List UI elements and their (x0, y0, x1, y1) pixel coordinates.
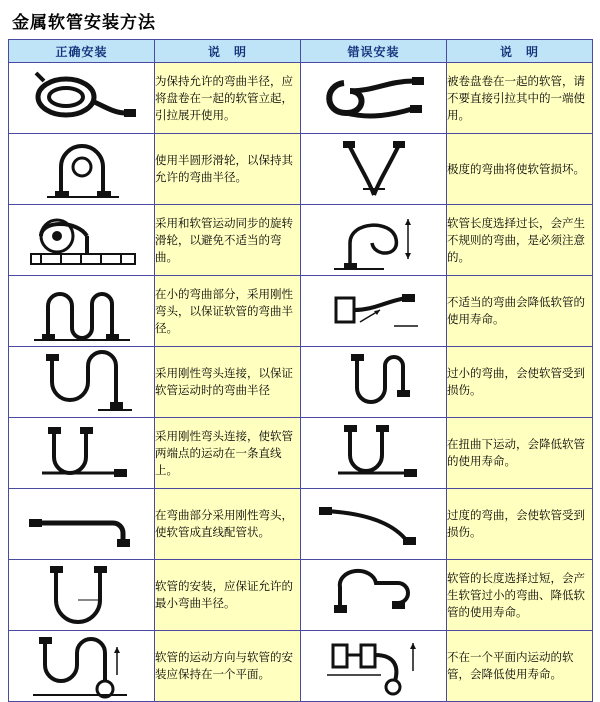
row-correct-desc: 使用半圆形滑轮，以保持其允许的弯曲半径。 (155, 134, 301, 205)
table-row (9, 347, 593, 418)
row-correct-desc: 在小的弯曲部分，采用刚性弯头，以保证软管的弯曲半径。 (155, 276, 301, 347)
header-wrong-install: 错误安装 (301, 40, 447, 63)
straight-pipe-with-elbow-icon (9, 489, 155, 560)
too-small-bend-loop-icon (301, 347, 447, 418)
table-row (9, 631, 593, 702)
rotating-pulley-chain-icon (9, 205, 155, 276)
row-correct-desc: 软管的安装，应保证允许的最小弯曲半径。 (155, 560, 301, 631)
row-wrong-desc: 在扭曲下运动，会降低软管的使用寿命。 (447, 418, 593, 489)
table-row (9, 489, 593, 560)
same-plane-motion-icon (9, 631, 155, 702)
long-loose-hose-icon (301, 205, 447, 276)
table-row (9, 418, 593, 489)
table-body (9, 63, 593, 702)
coiled-hose-upright-icon (9, 63, 155, 134)
twisted-hose-u-icon (301, 418, 447, 489)
semicircle-pulley-hose-icon (9, 134, 155, 205)
improper-bend-fitting-icon (301, 276, 447, 347)
table-row (9, 134, 593, 205)
row-wrong-desc: 过小的弯曲，会使软管受到损伤。 (447, 347, 593, 418)
installation-methods-table (8, 39, 593, 702)
row-correct-desc: 采用和软管运动同步的旋转滑轮，以避免不适当的弯曲。 (155, 205, 301, 276)
table-row (9, 205, 593, 276)
row-correct-desc: 软管的运动方向与软管的安装应保持在一个平面。 (155, 631, 301, 702)
rigid-elbow-small-bend-icon (9, 276, 155, 347)
rigid-elbow-u-loop-icon (9, 347, 155, 418)
sharp-bend-hose-icon (301, 134, 447, 205)
over-bent-angle-hose-icon (301, 489, 447, 560)
row-correct-desc: 在弯曲部分采用刚性弯头，使软管成直线配管状。 (155, 489, 301, 560)
coiled-hose-pulled-icon (301, 63, 447, 134)
row-wrong-desc: 过度的弯曲，会使软管受到损伤。 (447, 489, 593, 560)
header-wrong-note: 说 明 (447, 40, 593, 63)
table-row (9, 276, 593, 347)
row-correct-desc: 为保持允许的弯曲半径，应将盘卷在一起的软管立起，引拉展开使用。 (155, 63, 301, 134)
min-bend-radius-u-icon (9, 560, 155, 631)
header-correct-install: 正确安装 (9, 40, 155, 63)
row-correct-desc: 采用刚性弯头连接，使软管两端点的运动在一条直线上。 (155, 418, 301, 489)
row-correct-desc: 采用刚性弯头连接，以保证软管运动时的弯曲半径 (155, 347, 301, 418)
row-wrong-desc: 软管长度选择过长，会产生不规则的弯曲，是必须注意的。 (447, 205, 593, 276)
header-correct-note: 说 明 (155, 40, 301, 63)
table-header-row (9, 40, 593, 63)
row-wrong-desc: 极度的弯曲将使软管损坏。 (447, 134, 593, 205)
row-wrong-desc: 软管的长度选择过短，会产生软管过小的弯曲、降低软管的使用寿命。 (447, 560, 593, 631)
table-header (9, 40, 593, 63)
rigid-elbow-straight-line-icon (9, 418, 155, 489)
row-wrong-desc: 不在一个平面内运动的软管，会降低使用寿命。 (447, 631, 593, 702)
table-row (9, 560, 593, 631)
too-long-hose-arc-icon (301, 560, 447, 631)
table-row (9, 63, 593, 134)
row-wrong-desc: 被卷盘卷在一起的软管，请不要直接引拉其中的一端使用。 (447, 63, 593, 134)
page-title: 金属软管安装方法 (12, 13, 156, 33)
out-of-plane-motion-icon (301, 631, 447, 702)
row-wrong-desc: 不适当的弯曲会降低软管的使用寿命。 (447, 276, 593, 347)
